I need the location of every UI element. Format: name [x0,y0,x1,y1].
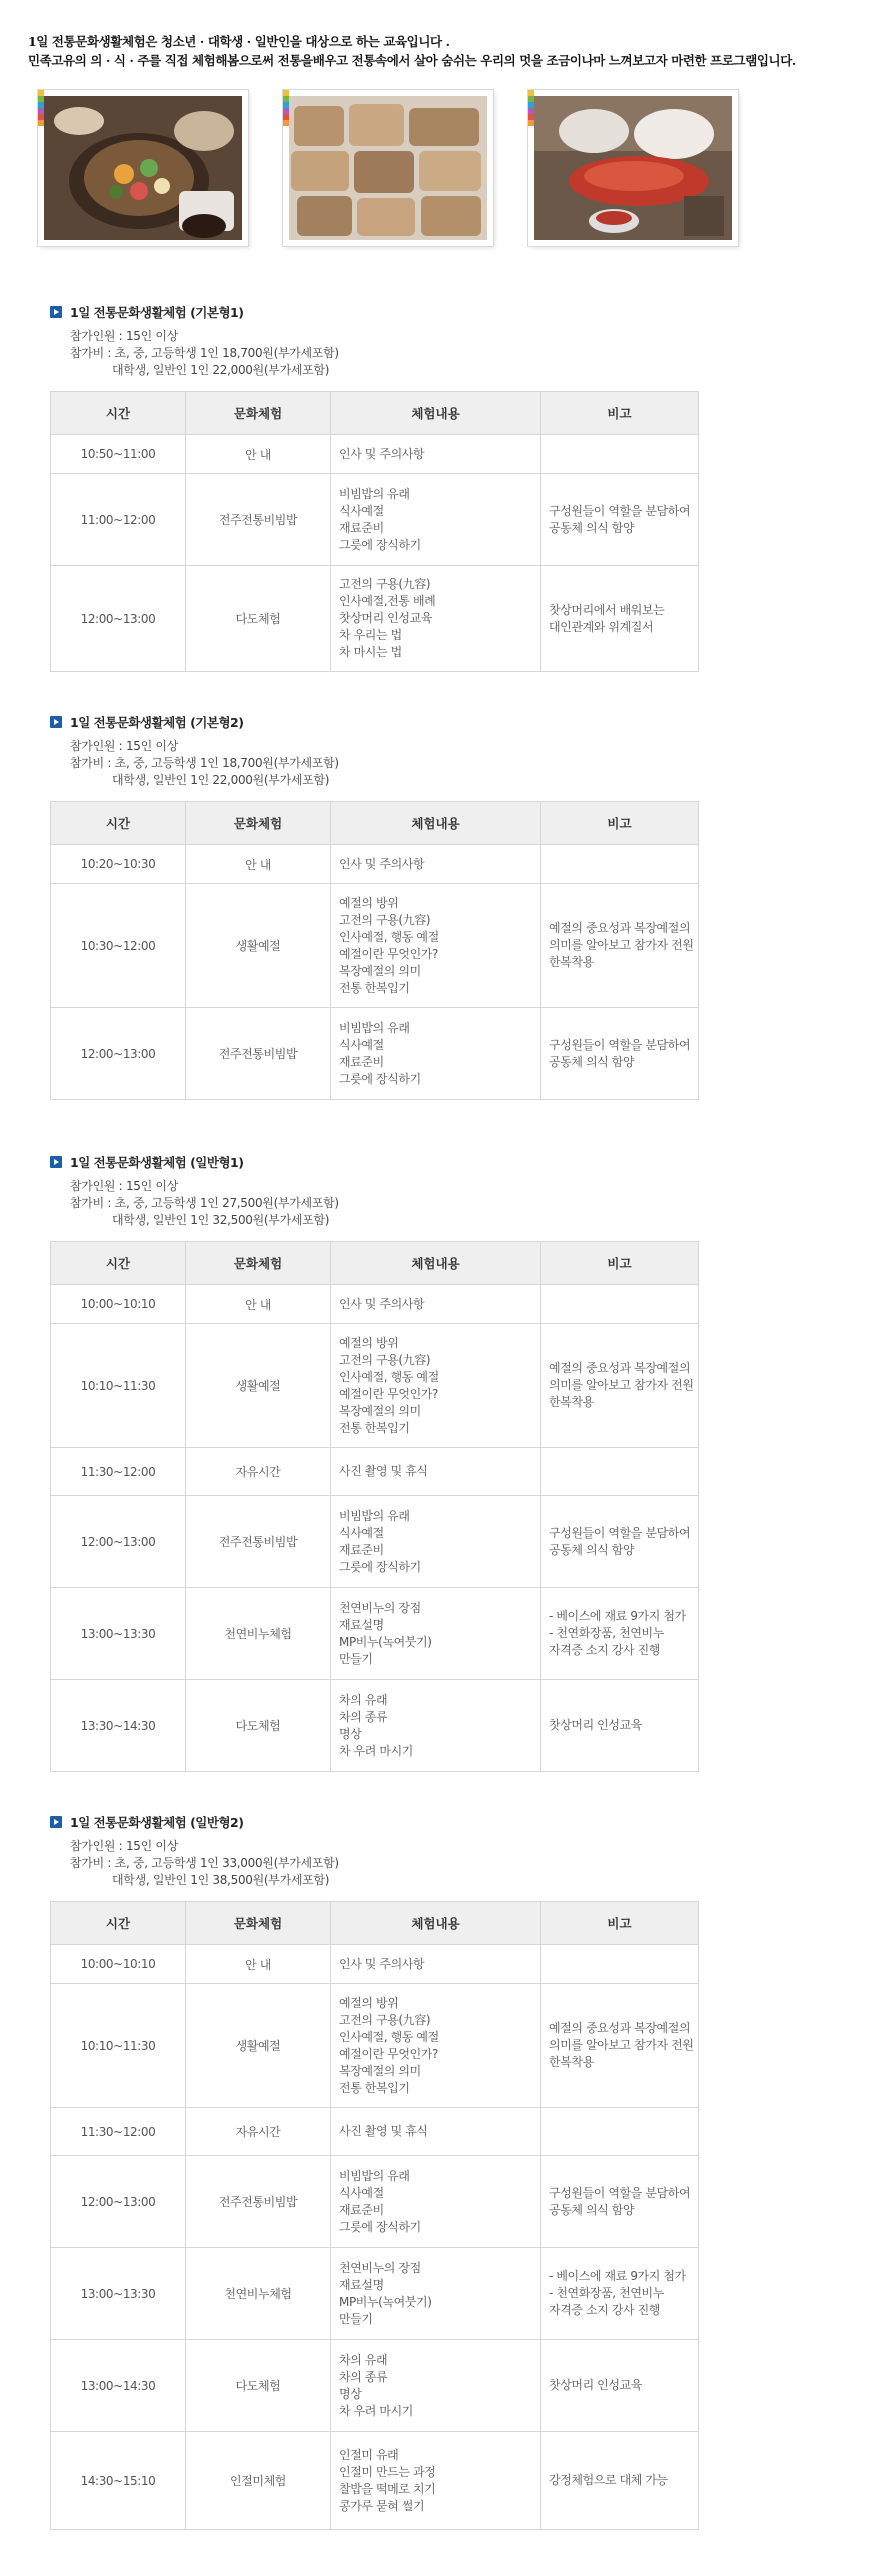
schedule-table [50,391,699,672]
cell-culture: 인절미체험 [186,2432,331,2530]
photo-gallery [38,90,838,250]
cell-culture: 다도체험 [186,2340,331,2432]
table-row [51,884,699,1008]
schedule-table [50,1901,699,2530]
section-info [70,1838,710,1889]
schedule-table [50,1241,699,1772]
cell-note: 찻상머리 인성교육 [541,2340,699,2432]
arrow-bullet-icon [50,716,62,728]
header-note: 비고 [541,1902,699,1945]
cell-content: 예절의 방위 고전의 구용(九容) 인사예절, 행동 예절 예절이란 무엇인가? 복장예절의 의미 전통 한복입기 [331,1324,541,1448]
table-row [51,474,699,566]
table-row [51,435,699,474]
cell-note [541,1945,699,1984]
cell-culture: 천연비누체험 [186,2248,331,2340]
table-row [51,2248,699,2340]
cell-content: 비빔밥의 유래 식사예절 재료준비 그릇에 장식하기 [331,474,541,566]
cell-content: 고전의 구용(九容) 인사예절,전통 배례 찻상머리 인성교육 차 우리는 법 차 마시는 법 [331,566,541,672]
cell-content: 비빔밥의 유래 식사예절 재료준비 그릇에 장식하기 [331,2156,541,2248]
table-row [51,1588,699,1680]
fee-adults-text: 대학생, 일반인 1인 32,500원(부가세포함) [112,1213,330,1227]
cell-content: 인절미 유래 인절미 만드는 과정 찰밥을 떡메로 치기 콩가루 묻혀 썰기 [331,2432,541,2530]
program-section-general-2 [50,1812,710,2530]
table-row [51,1008,699,1100]
header-content: 체험내용 [331,1242,541,1285]
cell-content: 인사 및 주의사항 [331,1945,541,1984]
cell-culture: 안 내 [186,1285,331,1324]
cell-time: 13:00~13:30 [51,2248,186,2340]
fee-adults-text: 대학생, 일반인 1인 22,000원(부가세포함) [112,773,330,787]
cell-note [541,2108,699,2156]
header-note: 비고 [541,802,699,845]
cell-culture: 생활예절 [186,884,331,1008]
cell-content: 천연비누의 장점 재료설명 MP비누(녹여붓기) 만들기 [331,2248,541,2340]
header-content: 체험내용 [331,1902,541,1945]
cell-content: 차의 유래 차의 종류 명상 차 우려 마시기 [331,2340,541,2432]
participants-text: 참가인원 : 15인 이상 [70,329,179,343]
section-info [70,1178,710,1229]
cell-culture: 생활예절 [186,1984,331,2108]
table-header-row [51,1242,699,1285]
section-info [70,328,710,379]
cell-note: 구성원들이 역할을 분담하여 공동체 의식 함양 [541,1496,699,1588]
fee-students-text: 참가비 : 초, 중, 고등학생 1인 33,000원(부가세포함) [70,1856,339,1870]
section-title-text: 1일 전통문화생활체험 (일반형2) [70,1815,244,1830]
header-culture: 문화체험 [186,1902,331,1945]
program-section-basic-2 [50,712,710,1100]
intro-line-1: 1일 전통문화생활체험은 청소년 · 대학생 · 일반인을 대상으로 하는 교육입니다 . [28,34,450,49]
cell-culture: 천연비누체험 [186,1588,331,1680]
cell-content: 사진 촬영 및 휴식 [331,2108,541,2156]
table-row [51,566,699,672]
table-row [51,2156,699,2248]
cell-content: 차의 유래 차의 종류 명상 차 우려 마시기 [331,1680,541,1772]
arrow-bullet-icon [50,1816,62,1828]
table-row [51,2432,699,2530]
cell-content: 비빔밥의 유래 식사예절 재료준비 그릇에 장식하기 [331,1008,541,1100]
section-title [50,302,710,322]
cell-note: 예절의 중요성과 복장예절의 의미를 알아보고 참가자 전원 한복착용 [541,1324,699,1448]
header-culture: 문화체험 [186,802,331,845]
cell-time: 10:00~10:10 [51,1945,186,1984]
intro-line-2: 민족고유의 의 · 식 · 주를 직접 체험해봄으로써 전통을배우고 전통속에서 살아 숨쉬는 우리의 멋을 조금이나마 느껴보고자 마련한 프로그램입니다. [28,53,796,68]
cell-note: 구성원들이 역할을 분담하여 공동체 의식 함양 [541,474,699,566]
participants-text: 참가인원 : 15인 이상 [70,1179,179,1193]
cell-note [541,1448,699,1496]
cell-content: 예절의 방위 고전의 구용(九容) 인사예절, 행동 예절 예절이란 무엇인가? 복장예절의 의미 전통 한복입기 [331,1984,541,2108]
bibimbap-photo [38,90,248,246]
cell-culture: 다도체험 [186,566,331,672]
table-row [51,845,699,884]
table-row [51,1945,699,1984]
cell-culture: 안 내 [186,845,331,884]
section-info [70,738,710,789]
cell-content: 예절의 방위 고전의 구용(九容) 인사예절, 행동 예절 예절이란 무엇인가? 복장예절의 의미 전통 한복입기 [331,884,541,1008]
cell-culture: 안 내 [186,435,331,474]
header-time: 시간 [51,1902,186,1945]
header-time: 시간 [51,1242,186,1285]
cell-culture: 전주전통비빔밥 [186,2156,331,2248]
header-note: 비고 [541,1242,699,1285]
participants-text: 참가인원 : 15인 이상 [70,739,179,753]
kimchi-making-photo [528,90,738,246]
cell-note [541,435,699,474]
intro-text [28,32,858,70]
arrow-bullet-icon [50,306,62,318]
cell-note: 구성원들이 역할을 분담하여 공동체 의식 함양 [541,1008,699,1100]
header-time: 시간 [51,392,186,435]
cell-content: 인사 및 주의사항 [331,435,541,474]
cell-time: 12:00~13:00 [51,1008,186,1100]
cell-note: 예절의 중요성과 복장예절의 의미를 알아보고 참가자 전원 한복착용 [541,1984,699,2108]
cell-time: 12:00~13:00 [51,1496,186,1588]
section-title [50,1152,710,1172]
table-row [51,1984,699,2108]
section-title-text: 1일 전통문화생활체험 (기본형1) [70,305,244,320]
cell-time: 10:10~11:30 [51,1324,186,1448]
fee-students-text: 참가비 : 초, 중, 고등학생 1인 18,700원(부가세포함) [70,756,339,770]
cell-time: 13:00~14:30 [51,2340,186,2432]
cell-time: 10:10~11:30 [51,1984,186,2108]
schedule-table [50,801,699,1100]
cell-culture: 전주전통비빔밥 [186,1008,331,1100]
section-title [50,712,710,732]
cell-content: 인사 및 주의사항 [331,1285,541,1324]
cell-time: 11:00~12:00 [51,474,186,566]
cell-note [541,1285,699,1324]
cell-time: 11:30~12:00 [51,1448,186,1496]
cell-content: 사진 촬영 및 휴식 [331,1448,541,1496]
arrow-bullet-icon [50,1156,62,1168]
table-row [51,1324,699,1448]
program-section-general-1 [50,1152,710,1772]
cell-time: 13:30~14:30 [51,1680,186,1772]
table-row [51,2108,699,2156]
cell-note: 구성원들이 역할을 분담하여 공동체 의식 함양 [541,2156,699,2248]
cell-culture: 전주전통비빔밥 [186,474,331,566]
cell-culture: 생활예절 [186,1324,331,1448]
packaged-food-photo [283,90,493,246]
header-note: 비고 [541,392,699,435]
header-content: 체험내용 [331,392,541,435]
table-row [51,1680,699,1772]
table-header-row [51,392,699,435]
program-section-basic-1 [50,302,710,672]
table-row [51,1448,699,1496]
fee-adults-text: 대학생, 일반인 1인 22,000원(부가세포함) [112,363,330,377]
table-row [51,2340,699,2432]
cell-content: 인사 및 주의사항 [331,845,541,884]
section-title-text: 1일 전통문화생활체험 (일반형1) [70,1155,244,1170]
cell-time: 11:30~12:00 [51,2108,186,2156]
cell-note: - 베이스에 재료 9가지 첨가 - 천연화장품, 천연비누 자격증 소지 강사 진행 [541,1588,699,1680]
cell-note: 찻상머리 인성교육 [541,1680,699,1772]
fee-adults-text: 대학생, 일반인 1인 38,500원(부가세포함) [112,1873,330,1887]
cell-content: 비빔밥의 유래 식사예절 재료준비 그릇에 장식하기 [331,1496,541,1588]
section-title-text: 1일 전통문화생활체험 (기본형2) [70,715,244,730]
table-row [51,1496,699,1588]
header-content: 체험내용 [331,802,541,845]
cell-note: 찻상머리에서 배워보는 대인관계와 위계질서 [541,566,699,672]
cell-culture: 전주전통비빔밥 [186,1496,331,1588]
cell-culture: 자유시간 [186,1448,331,1496]
cell-culture: 자유시간 [186,2108,331,2156]
table-row [51,1285,699,1324]
fee-students-text: 참가비 : 초, 중, 고등학생 1인 27,500원(부가세포함) [70,1196,339,1210]
cell-time: 12:00~13:00 [51,2156,186,2248]
table-header-row [51,1902,699,1945]
cell-culture: 다도체험 [186,1680,331,1772]
section-title [50,1812,710,1832]
cell-time: 10:20~10:30 [51,845,186,884]
header-culture: 문화체험 [186,392,331,435]
header-culture: 문화체험 [186,1242,331,1285]
table-header-row [51,802,699,845]
cell-content: 천연비누의 장점 재료설명 MP비누(녹여붓기) 만들기 [331,1588,541,1680]
cell-note: 예절의 중요성과 복장예절의 의미를 알아보고 참가자 전원 한복착용 [541,884,699,1008]
cell-note: 강정체험으로 대체 가능 [541,2432,699,2530]
cell-time: 12:00~13:00 [51,566,186,672]
cell-time: 13:00~13:30 [51,1588,186,1680]
fee-students-text: 참가비 : 초, 중, 고등학생 1인 18,700원(부가세포함) [70,346,339,360]
cell-time: 10:30~12:00 [51,884,186,1008]
cell-time: 10:00~10:10 [51,1285,186,1324]
cell-note [541,845,699,884]
cell-time: 14:30~15:10 [51,2432,186,2530]
participants-text: 참가인원 : 15인 이상 [70,1839,179,1853]
cell-time: 10:50~11:00 [51,435,186,474]
cell-note: - 베이스에 재료 9가지 첨가 - 천연화장품, 천연비누 자격증 소지 강사 진행 [541,2248,699,2340]
cell-culture: 안 내 [186,1945,331,1984]
header-time: 시간 [51,802,186,845]
